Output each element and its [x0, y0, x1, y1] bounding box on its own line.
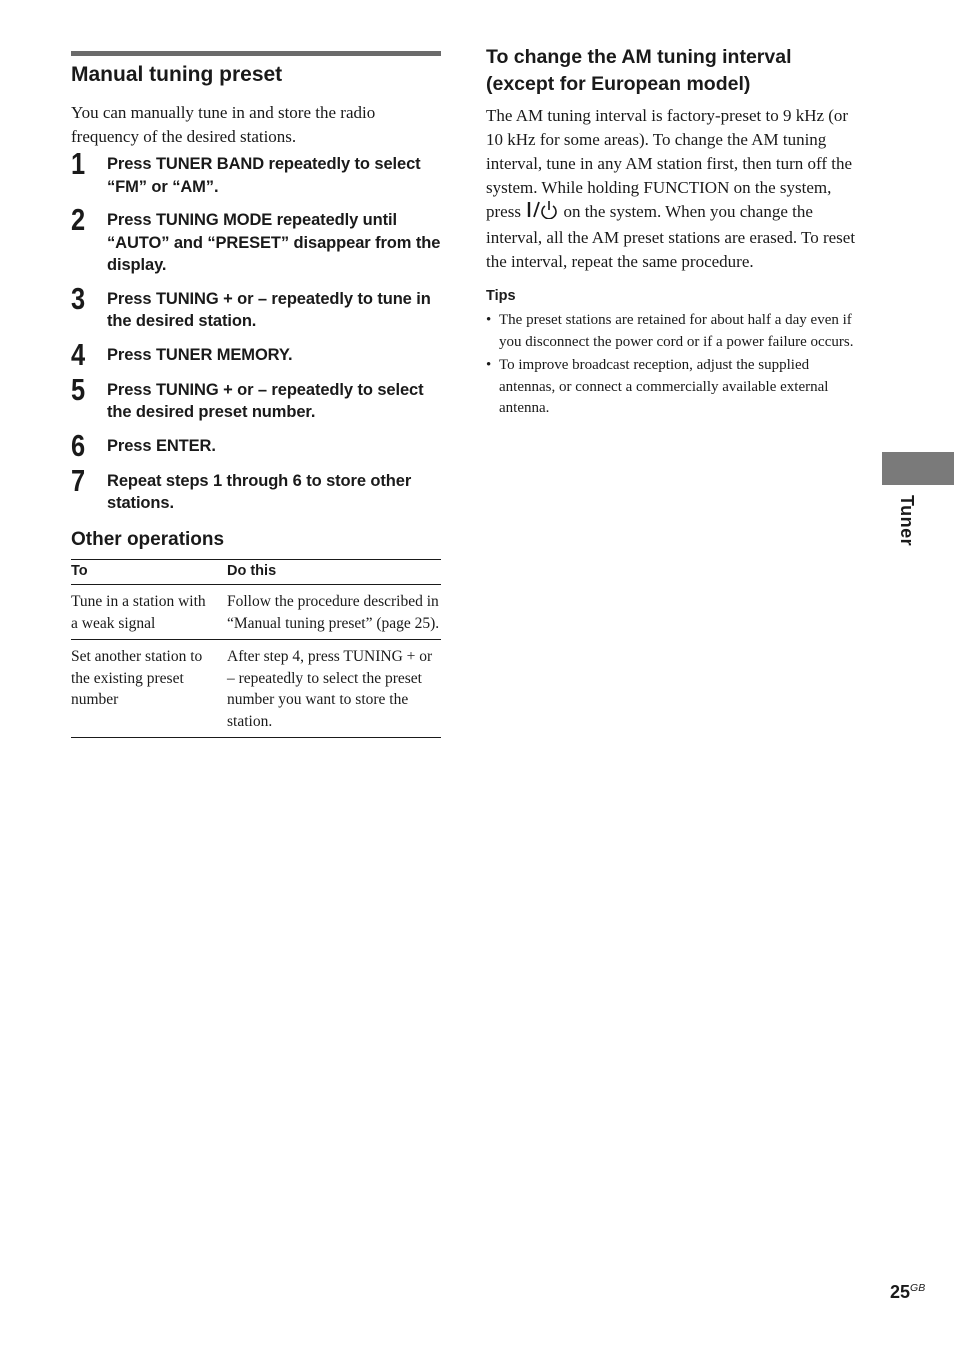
table-row	[71, 585, 441, 640]
step-item	[71, 202, 441, 277]
step-text: Press TUNING + or – repeatedly to select the desired preset number.	[107, 380, 424, 422]
section-title: Manual tuning preset	[71, 63, 283, 86]
bullet-marker: •	[486, 357, 492, 373]
table-row	[71, 640, 441, 738]
step-number: 6	[71, 427, 86, 463]
step-list	[71, 146, 441, 515]
step-number: 5	[71, 371, 86, 407]
operations-table	[71, 559, 441, 738]
step-number: 4	[71, 336, 86, 372]
tips-list	[486, 310, 858, 420]
am-interval-text-before: The AM tuning interval is factory-preset to 9 kHz (or 10 kHz for some areas). To change the AM tuning interval, tune in any AM station first, then turn off the system. While holding FUNCTION on the system, press	[486, 106, 853, 221]
chapter-side-tab	[882, 452, 954, 485]
table-cell-to: Set another station to the existing preset number	[71, 640, 227, 738]
list-item	[486, 310, 858, 353]
list-item	[486, 355, 858, 420]
step-item	[71, 336, 441, 372]
am-interval-paragraph	[486, 104, 858, 274]
tip-text: To improve broadcast reception, adjust the supplied antennas, or connect a commercially available external antenna.	[499, 357, 829, 416]
bullet-marker: •	[486, 312, 492, 328]
column-header-to: To	[71, 560, 227, 585]
other-operations-title: Other operations	[71, 528, 225, 550]
tip-text: The preset stations are retained for about half a day even if you disconnect the power cord or if a power failure occurs.	[499, 312, 854, 350]
am-interval-text-after: on the system. When you change the interval, all the AM preset stations are erased. To reset the interval, repeat the same procedure.	[486, 202, 856, 271]
left-column	[71, 51, 441, 738]
table-cell-to: Tune in a station with a weak signal	[71, 585, 227, 640]
right-column	[486, 44, 858, 422]
chapter-side-label: Tuner	[897, 495, 917, 547]
power-standby-icon	[525, 200, 559, 226]
step-text: Press TUNER MEMORY.	[107, 345, 293, 364]
table-header-row	[71, 560, 441, 585]
page-number-suffix: GB	[910, 1282, 926, 1294]
step-text: Repeat steps 1 through 6 to store other stations.	[107, 471, 412, 513]
step-text: Press ENTER.	[107, 436, 216, 455]
step-text: Press TUNING + or – repeatedly to tune in the desired station.	[107, 289, 431, 331]
tips-heading: Tips	[486, 288, 516, 304]
step-item	[71, 462, 441, 515]
table-cell-do: Follow the procedure described in “Manual tuning preset” (page 25).	[227, 585, 441, 640]
step-item	[71, 371, 441, 424]
step-number: 1	[71, 146, 86, 182]
step-text: Press TUNING MODE repeatedly until “AUTO” and “PRESET” disappear from the display.	[107, 211, 441, 275]
step-item	[71, 280, 441, 333]
am-interval-title: To change the AM tuning interval (except for European model)	[486, 46, 792, 95]
page-number-value: 25	[890, 1282, 911, 1302]
step-text: Press TUNER BAND repeatedly to select “FM” or “AM”.	[107, 155, 421, 196]
section-top-rule	[71, 51, 441, 56]
column-header-do-this: Do this	[227, 560, 441, 585]
step-number: 2	[71, 202, 86, 238]
intro-paragraph: You can manually tune in and store the radio frequency of the desired stations.	[71, 103, 376, 147]
step-number: 3	[71, 280, 86, 316]
table-cell-do: After step 4, press TUNING + or – repeatedly to select the preset number you want to store the station.	[227, 640, 441, 738]
page-number	[890, 1282, 925, 1303]
step-item	[71, 146, 441, 198]
step-number: 7	[71, 462, 86, 498]
step-item	[71, 427, 441, 463]
